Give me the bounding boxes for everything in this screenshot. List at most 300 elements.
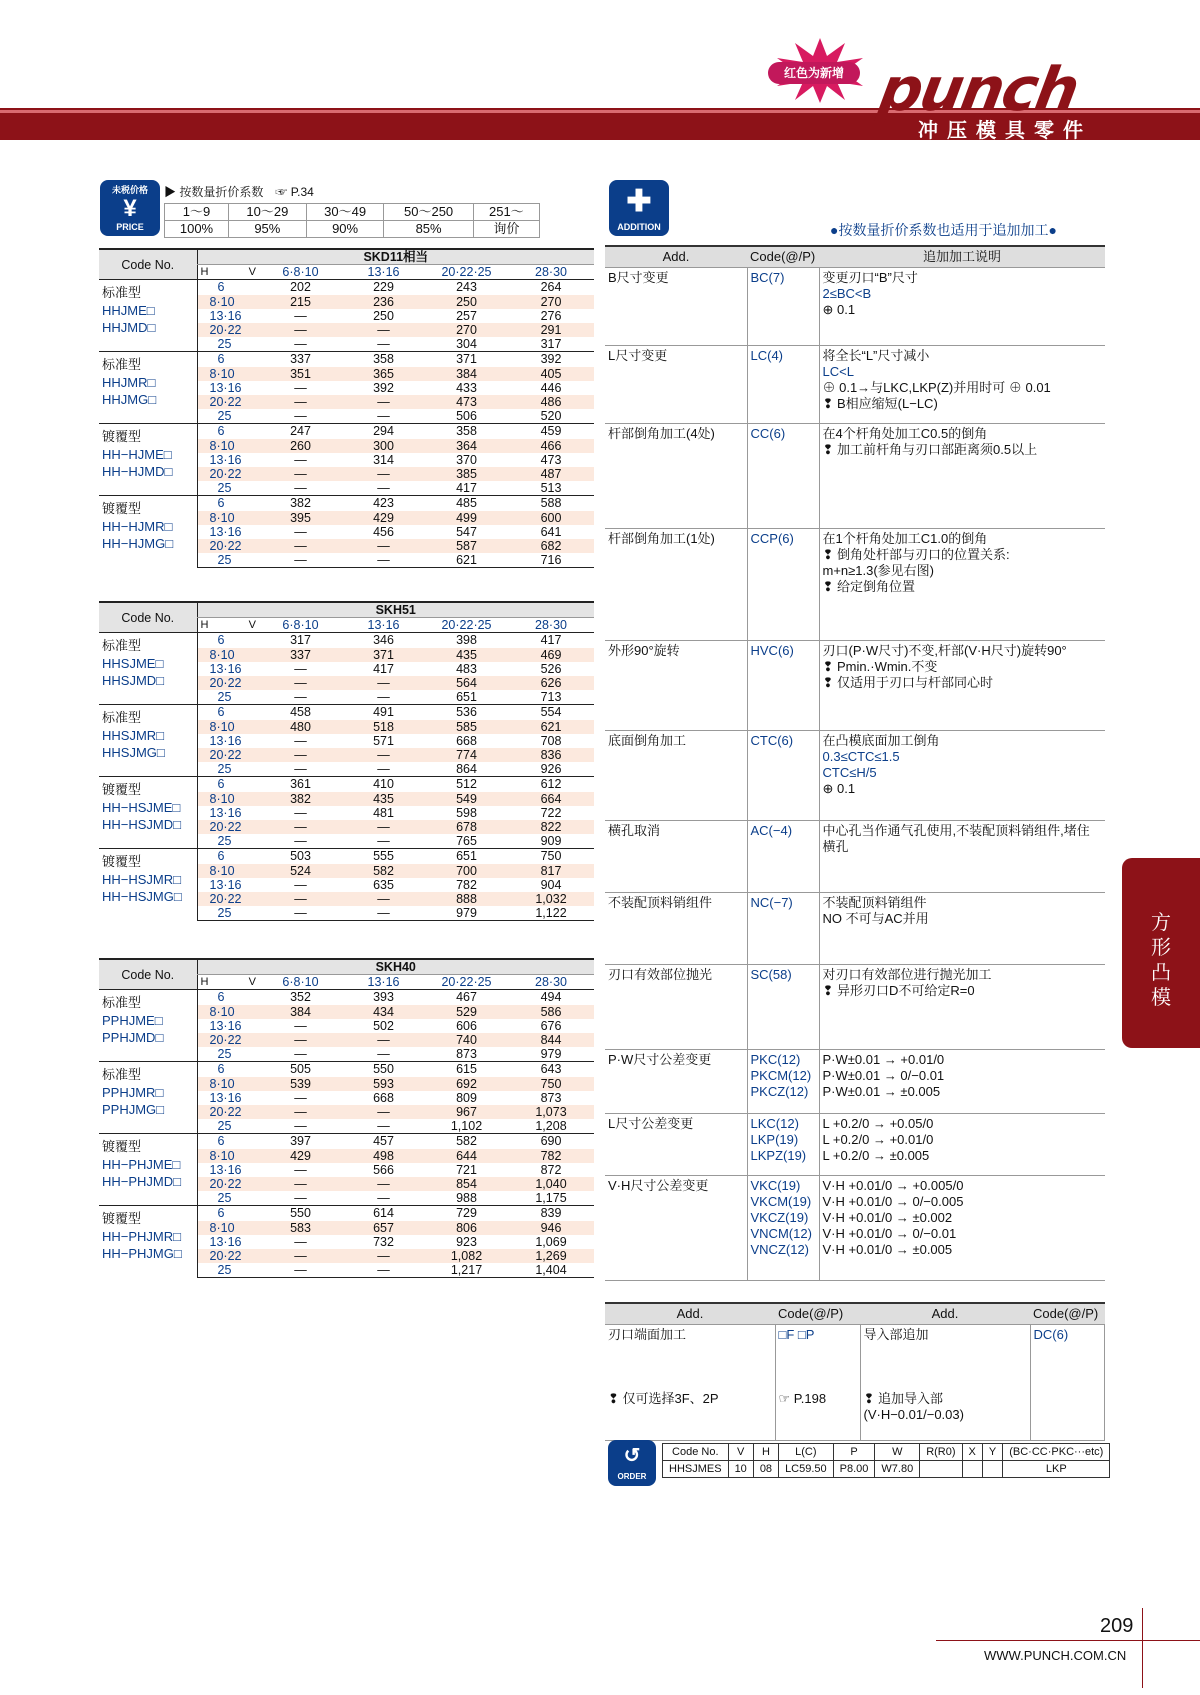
h-value: 20·22 (197, 748, 259, 762)
price-cell: 651 (425, 849, 508, 864)
table-row (99, 352, 594, 367)
product-type: 标准型 (102, 357, 142, 373)
price-cell: 351 (259, 367, 342, 381)
price-cell: 732 (373, 1234, 394, 1249)
price-cell: — (342, 892, 425, 906)
price-cell: 888 (425, 892, 508, 906)
price-cell: — (259, 395, 342, 409)
price-cell: 487 (508, 467, 594, 481)
addition-row (605, 1176, 1105, 1281)
price-cell: — (294, 733, 307, 748)
order-header: W (875, 1444, 920, 1461)
h-value: 6 (197, 777, 259, 792)
h-value: 25 (197, 762, 259, 777)
price-cell: 505 (259, 1062, 342, 1077)
price-cell: 873 (540, 1090, 562, 1105)
table-row (99, 633, 594, 648)
price-cell: 621 (425, 553, 508, 568)
price-cell: 512 (425, 777, 508, 792)
order-value (982, 1461, 1002, 1478)
price-cell: 486 (508, 395, 594, 409)
price-cell: 276 (540, 308, 562, 323)
price-cell: 410 (342, 777, 425, 792)
price-cell: 926 (540, 762, 562, 777)
addition-desc: 在4个杆角处加工C0.5的倒角 ❢ 加工前杆角与刃口部距离须0.5以上 (819, 424, 1105, 529)
price-cell: 722 (540, 805, 562, 820)
h-value: 8·10 (197, 720, 259, 734)
price-cell: 721 (456, 1162, 477, 1177)
addition-row (605, 965, 1105, 1050)
qty-header: 1〜9 (165, 204, 229, 221)
product-type: 镀覆型 (102, 854, 142, 870)
price-cell: 822 (508, 820, 594, 834)
h-value: 8·10 (197, 648, 259, 662)
price-cell: — (377, 409, 390, 424)
addition-name: P·W尺寸公差变更 (605, 1050, 747, 1114)
price-cell: 257 (456, 308, 477, 323)
addition-name: 不装配顶料销组件 (605, 893, 747, 965)
price-table (99, 601, 594, 921)
addition-row (605, 529, 1105, 641)
price-cell: — (294, 1162, 307, 1177)
price-cell: — (342, 553, 425, 568)
addition-desc: 对刃口有效部位进行抛光加工 ❢ 异形刃口D不可给定R=0 (819, 965, 1105, 1050)
price-cell: 676 (540, 1018, 562, 1033)
table-row (99, 280, 594, 295)
addition-name: 杆部倒角加工(1处) (605, 529, 747, 641)
price-cell: 417 (373, 661, 394, 676)
product-code: HHSJMR□ (102, 727, 165, 743)
h-value: 8·10 (197, 511, 259, 525)
price-cell: 434 (342, 1005, 425, 1019)
h-value: 6 (197, 1206, 259, 1221)
h-value: 25 (197, 834, 259, 849)
price-cell: — (259, 1263, 342, 1278)
price-cell: 582 (425, 1134, 508, 1149)
h-value: 20·22 (197, 1105, 259, 1119)
price-cell: 836 (508, 748, 594, 762)
price-cell: 713 (540, 690, 562, 705)
price-cell: 405 (508, 367, 594, 381)
table-row (99, 1062, 594, 1077)
price-table (99, 248, 594, 568)
price-cell: 554 (508, 705, 594, 720)
price-cell: — (259, 1105, 342, 1119)
product-code: HH−HJMG□ (102, 536, 174, 552)
price-cell: 371 (425, 352, 508, 367)
price-cell: 1,040 (508, 1177, 594, 1191)
product-code: HHSJMG□ (102, 745, 165, 761)
order-header: H (753, 1444, 778, 1461)
price-cell: 502 (373, 1018, 394, 1033)
price-cell: 946 (508, 1221, 594, 1235)
price-cell: — (294, 524, 307, 539)
plus-icon: ✚ (626, 185, 652, 218)
addition-row (605, 641, 1105, 731)
v-label: V (248, 976, 256, 989)
price-cell: 361 (259, 777, 342, 792)
addition-row (605, 1114, 1105, 1176)
price-cell: 365 (342, 367, 425, 381)
h-value: 8·10 (197, 367, 259, 381)
price-cell: 215 (259, 295, 342, 309)
price-cell: 485 (425, 496, 508, 511)
h-value: 6 (197, 424, 259, 439)
h-value: 20·22 (197, 395, 259, 409)
price-cell: 314 (373, 452, 394, 467)
product-type: 镀覆型 (102, 429, 142, 445)
product-name (99, 777, 197, 849)
code-no-header: Code No. (99, 959, 197, 990)
addition-name: L尺寸变更 (605, 346, 747, 424)
h-value: 20·22 (197, 892, 259, 906)
price-cell: 644 (425, 1149, 508, 1163)
price-cell: 429 (259, 1149, 342, 1163)
addition-name: V·H尺寸公差变更 (605, 1176, 747, 1281)
price-cell: — (294, 834, 307, 849)
price-cell: 1,175 (535, 1191, 567, 1206)
product-code: PPHJMD□ (102, 1030, 164, 1046)
price-cell: 844 (508, 1033, 594, 1047)
product-name (99, 280, 197, 352)
price-cell: — (294, 1047, 307, 1062)
v-col-header: 20·22·25 (441, 265, 492, 280)
h-value: 8·10 (197, 1005, 259, 1019)
addition-row (605, 731, 1105, 821)
product-code: HH−HJMR□ (102, 518, 173, 534)
price-cell: 300 (342, 439, 425, 453)
h-value: 25 (197, 481, 259, 496)
addition-code: AC(−4) (747, 821, 819, 893)
table-row (99, 424, 594, 439)
h-value: 20·22 (197, 1177, 259, 1191)
addition-code: CTC(6) (747, 731, 819, 821)
h-value: 13·16 (197, 1019, 259, 1033)
addition-desc: 不装配顶料销组件 NO 不可与AC并用 (819, 893, 1105, 965)
product-code: HHJMG□ (102, 392, 157, 408)
price-cell: 435 (342, 792, 425, 806)
price-cell: 967 (425, 1105, 508, 1119)
addition-code: HVC(6) (747, 641, 819, 731)
addition-code: LC(4) (747, 346, 819, 424)
h-value: 13·16 (197, 878, 259, 892)
price-cell: 384 (425, 367, 508, 381)
price-cell: — (342, 906, 425, 921)
product-name (99, 1134, 197, 1206)
h-value: 13·16 (197, 1235, 259, 1249)
price-cell: 480 (259, 720, 342, 734)
price-cell: — (259, 748, 342, 762)
price-cell: 765 (456, 834, 477, 849)
price-cell: — (294, 337, 307, 352)
addition-code: CC(6) (747, 424, 819, 529)
price-cell: 657 (342, 1221, 425, 1235)
price-cell: — (294, 690, 307, 705)
price-cell: 729 (425, 1206, 508, 1221)
price-cell: 1,082 (425, 1249, 508, 1263)
price-cell: 809 (456, 1090, 477, 1105)
h-value: 13·16 (197, 381, 259, 395)
price-cell: 550 (259, 1206, 342, 1221)
product-type: 标准型 (102, 285, 142, 301)
product-code: HH−HJME□ (102, 446, 172, 462)
price-cell: 774 (425, 748, 508, 762)
price-cell: 643 (508, 1062, 594, 1077)
product-name (99, 1206, 197, 1278)
price-cell: 518 (342, 720, 425, 734)
price-cell: 1,208 (535, 1119, 567, 1134)
price-cell: 904 (540, 877, 562, 892)
v-col-header: 28·30 (535, 618, 567, 633)
code-no-header: Code No. (99, 602, 197, 633)
price-cell: 716 (508, 553, 594, 568)
price-cell: 621 (508, 720, 594, 734)
h-value: 13·16 (197, 453, 259, 467)
order-value: P8.00 (833, 1461, 875, 1478)
addition-name: 外形90°旋转 (605, 641, 747, 731)
h-value: 8·10 (197, 792, 259, 806)
price-cell: 872 (540, 1162, 562, 1177)
price-cell: — (342, 1263, 425, 1278)
price-cell: 614 (342, 1206, 425, 1221)
v-col-header: 13·16 (367, 265, 400, 280)
h-value: 13·16 (197, 806, 259, 820)
price-cell: — (294, 877, 307, 892)
price-cell: 456 (373, 524, 394, 539)
v-col-header: 28·30 (535, 265, 567, 280)
price-cell: 1,069 (535, 1234, 567, 1249)
price-cell: 612 (508, 777, 594, 792)
price-badge: 未税价格 ¥ PRICE (100, 180, 160, 236)
price-cell: 291 (508, 323, 594, 337)
price-cell: 593 (342, 1077, 425, 1091)
qty-header: 251〜 (473, 204, 539, 221)
h-value: 20·22 (197, 820, 259, 834)
addition-code: SC(58) (747, 965, 819, 1050)
v-col-header: 6·8·10 (282, 618, 319, 633)
table-row (99, 705, 594, 720)
price-cell: — (294, 1090, 307, 1105)
price-cell: 317 (259, 633, 342, 648)
h-value: 20·22 (197, 467, 259, 481)
addition-name: L尺寸公差变更 (605, 1114, 747, 1176)
price-cell: 337 (259, 648, 342, 662)
price-cell: 692 (425, 1077, 508, 1091)
price-cell: 352 (259, 990, 342, 1005)
h-value: 25 (197, 553, 259, 568)
table-row (99, 1134, 594, 1149)
yen-icon: ¥ (123, 195, 137, 222)
addition-desc: P·W±0.01 → +0.01/0 P·W±0.01 → 0/−0.01 P·W±0.01 → ±0.005 (819, 1050, 1105, 1114)
addition-desc: 刃口(P·W尺寸)不变,杆部(V·H尺寸)旋转90° ❢ Pmin.·Wmin.不变 ❢ 仅适用于刃口与杆部同心时 (819, 641, 1105, 731)
h-value: 8·10 (197, 864, 259, 878)
v-col-header: 20·22·25 (441, 618, 492, 633)
price-cell: 864 (456, 762, 477, 777)
h-value: 25 (197, 337, 259, 352)
price-cell: — (294, 1191, 307, 1206)
price-cell: — (294, 380, 307, 395)
addition-row (605, 346, 1105, 424)
price-cell: — (342, 748, 425, 762)
price-cell: 641 (540, 524, 562, 539)
v-col-header: 28·30 (535, 975, 567, 990)
qty-header: 10〜29 (228, 204, 306, 221)
price-cell: 337 (259, 352, 342, 367)
price-cell: 600 (508, 511, 594, 525)
price-cell: 459 (508, 424, 594, 439)
price-cell: 446 (540, 380, 562, 395)
h-value: 25 (197, 1263, 259, 1278)
h-value: 8·10 (197, 1077, 259, 1091)
price-cell: — (259, 1249, 342, 1263)
website-url: WWW.PUNCH.COM.CN (984, 1648, 1127, 1663)
price-cell: — (259, 539, 342, 553)
price-cell: 547 (456, 524, 477, 539)
addition-code: LKC(12) LKP(19) LKPZ(19) (747, 1114, 819, 1176)
price-cell: 382 (259, 496, 342, 511)
price-cell: 382 (259, 792, 342, 806)
price-cell: 270 (425, 323, 508, 337)
product-code: PPHJME□ (102, 1012, 163, 1028)
v-col-header: 13·16 (367, 618, 400, 633)
price-cell: 606 (456, 1018, 477, 1033)
product-name (99, 705, 197, 777)
product-code: HH−HSJMD□ (102, 817, 181, 833)
price-cell: — (377, 1119, 390, 1134)
product-code: HH−PHJMD□ (102, 1174, 181, 1190)
price-cell: — (377, 481, 390, 496)
price-cell: 384 (259, 1005, 342, 1019)
price-cell: 393 (342, 990, 425, 1005)
code-no-header: Code No. (99, 249, 197, 280)
h-value: 25 (197, 1191, 259, 1206)
price-cell: 566 (373, 1162, 394, 1177)
price-cell: 909 (540, 834, 562, 849)
qty-value: 100% (165, 221, 229, 238)
price-cell: 469 (508, 648, 594, 662)
price-cell: — (377, 337, 390, 352)
product-name (99, 849, 197, 921)
price-cell: 549 (425, 792, 508, 806)
price-cell: 270 (508, 295, 594, 309)
h-value: 6 (197, 705, 259, 720)
product-type: 镀覆型 (102, 1139, 142, 1155)
product-code: HH−HSJMR□ (102, 871, 181, 887)
order-header: R(R0) (920, 1444, 962, 1461)
price-cell: 395 (259, 511, 342, 525)
price-cell: 588 (508, 496, 594, 511)
price-cell: — (342, 1033, 425, 1047)
product-name (99, 496, 197, 568)
product-type: 镀覆型 (102, 501, 142, 517)
price-cell: — (259, 323, 342, 337)
price-cell: — (294, 409, 307, 424)
v-col-header: 20·22·25 (441, 975, 492, 990)
addition-code: PKC(12) PKCM(12) PKCZ(12) (747, 1050, 819, 1114)
qty-value: 询价 (473, 221, 539, 238)
brand-subtitle: 冲压模具零件 (918, 118, 1092, 142)
brand-logo: punch (873, 55, 1083, 125)
price-cell: 782 (456, 877, 477, 892)
price-cell: 229 (342, 280, 425, 295)
price-cell: 423 (342, 496, 425, 511)
product-code: HH−PHJMG□ (102, 1246, 182, 1262)
price-cell: 417 (508, 633, 594, 648)
h-value: 6 (197, 990, 259, 1005)
product-code: HHSJME□ (102, 655, 164, 671)
product-code: HHJMR□ (102, 374, 156, 390)
price-cell: 626 (508, 676, 594, 690)
price-cell: 668 (373, 1090, 394, 1105)
addition-name: 刃口有效部位抛光 (605, 965, 747, 1050)
order-header: Code No. (663, 1444, 729, 1461)
v-col-header: 6·8·10 (282, 265, 319, 280)
product-code: HH−HSJME□ (102, 799, 181, 815)
h-value: 6 (197, 280, 259, 295)
price-cell: 678 (425, 820, 508, 834)
h-value: 6 (197, 352, 259, 367)
page-number: 209 (1100, 1615, 1134, 1637)
price-cell: 317 (540, 337, 562, 352)
h-value: 8·10 (197, 1221, 259, 1235)
product-name (99, 1062, 197, 1134)
price-cell: 260 (259, 439, 342, 453)
qty-table (164, 203, 540, 238)
price-cell: — (259, 1033, 342, 1047)
product-type: 标准型 (102, 995, 142, 1011)
price-cell: 243 (425, 280, 508, 295)
price-cell: — (259, 553, 342, 568)
addition-row (605, 1050, 1105, 1114)
price-cell: 854 (425, 1177, 508, 1191)
order-header: P (833, 1444, 875, 1461)
v-label: V (248, 266, 256, 279)
addition-desc: 在1个杆角处加工C1.0的倒角 ❢ 倒角处杆部与刃口的位置关系: m+n≥1.3(参见右图) ❢ 给定倒角位置 (819, 529, 1105, 641)
price-cell: 417 (456, 481, 477, 496)
price-cell: 202 (259, 280, 342, 295)
price-cell: 526 (540, 661, 562, 676)
addition-name: 底面倒角加工 (605, 731, 747, 821)
h-value: 25 (197, 1047, 259, 1062)
price-cell: — (342, 1249, 425, 1263)
price-cell: — (294, 1234, 307, 1249)
price-cell: 682 (508, 539, 594, 553)
price-cell: 398 (425, 633, 508, 648)
addition-row (605, 821, 1105, 893)
order-header: Y (982, 1444, 1002, 1461)
category-tab[interactable]: 方 形 凸 模 (1122, 858, 1200, 1048)
product-type: 镀覆型 (102, 782, 142, 798)
product-name (99, 352, 197, 424)
price-cell: 750 (508, 849, 594, 864)
h-value: 13·16 (197, 662, 259, 676)
h-value: 13·16 (197, 734, 259, 748)
h-value: 8·10 (197, 295, 259, 309)
price-cell: 586 (508, 1005, 594, 1019)
price-cell: — (259, 467, 342, 481)
order-header: V (728, 1444, 753, 1461)
product-name (99, 633, 197, 705)
price-cell: 457 (342, 1134, 425, 1149)
price-cell: 923 (456, 1234, 477, 1249)
addition-code: VKC(19) VKCM(19) VKCZ(19) VNCM(12) VNCZ(12) (747, 1176, 819, 1281)
v-col-header: 6·8·10 (282, 975, 319, 990)
price-cell: 358 (342, 352, 425, 367)
price-cell: 371 (342, 648, 425, 662)
material-title: SKH51 (197, 602, 594, 618)
price-cell: — (259, 906, 342, 921)
order-value (920, 1461, 962, 1478)
